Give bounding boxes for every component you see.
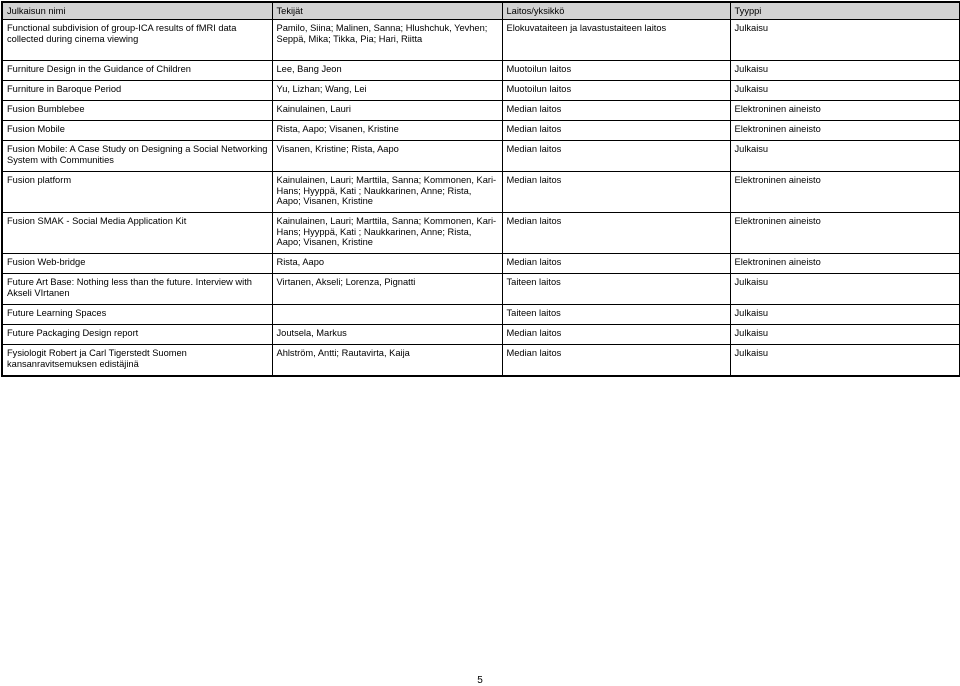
table-row [2, 274, 960, 305]
table-row [2, 172, 960, 213]
publication-type: Julkaisu [730, 345, 960, 376]
publication-department: Median laitos [502, 325, 730, 345]
publication-type: Elektroninen aineisto [730, 101, 960, 121]
publication-department: Median laitos [502, 172, 730, 213]
publication-name: Future Packaging Design report [2, 325, 272, 345]
publication-authors: Kainulainen, Lauri [272, 101, 502, 121]
publication-type: Julkaisu [730, 81, 960, 101]
publication-authors: Joutsela, Markus [272, 325, 502, 345]
table-row [2, 305, 960, 325]
publication-type: Julkaisu [730, 325, 960, 345]
table-row [2, 81, 960, 101]
publication-department: Taiteen laitos [502, 274, 730, 305]
publication-authors: Virtanen, Akseli; Lorenza, Pignatti [272, 274, 502, 305]
table-row [2, 121, 960, 141]
publication-type: Julkaisu [730, 20, 960, 61]
publication-authors: Lee, Bang Jeon [272, 61, 502, 81]
publication-type: Julkaisu [730, 274, 960, 305]
table-row [2, 345, 960, 376]
publication-name: Future Learning Spaces [2, 305, 272, 325]
publication-type: Julkaisu [730, 305, 960, 325]
table-row [2, 325, 960, 345]
publication-name: Furniture in Baroque Period [2, 81, 272, 101]
publication-department: Elokuvataiteen ja lavastustaiteen laitos [502, 20, 730, 61]
publication-department: Median laitos [502, 345, 730, 376]
publication-authors: Rista, Aapo; Visanen, Kristine [272, 121, 502, 141]
publication-name: Fusion platform [2, 172, 272, 213]
publication-department: Muotoilun laitos [502, 61, 730, 81]
table-row [2, 141, 960, 172]
publication-authors [272, 305, 502, 325]
publication-name: Functional subdivision of group-ICA results of fMRI data collected during cinema viewing [2, 20, 272, 61]
publication-type: Elektroninen aineisto [730, 121, 960, 141]
publication-department: Median laitos [502, 141, 730, 172]
publication-department: Median laitos [502, 254, 730, 274]
publication-authors: Pamilo, Siina; Malinen, Sanna; Hlushchuk, Yevhen; Seppä, Mika; Tikka, Pia; Hari, Riitta [272, 20, 502, 61]
page-number: 5 [477, 675, 483, 686]
table-row [2, 20, 960, 61]
publication-authors: Yu, Lizhan; Wang, Lei [272, 81, 502, 101]
publication-type: Julkaisu [730, 141, 960, 172]
publication-authors: Visanen, Kristine; Rista, Aapo [272, 141, 502, 172]
publication-name: Future Art Base: Nothing less than the future. Interview with Akseli VIrtanen [2, 274, 272, 305]
table-row [2, 61, 960, 81]
publication-department: Median laitos [502, 101, 730, 121]
publication-name: Fusion Mobile [2, 121, 272, 141]
publication-type: Elektroninen aineisto [730, 213, 960, 254]
table-row [2, 213, 960, 254]
publication-name: Fusion Bumblebee [2, 101, 272, 121]
publication-type: Elektroninen aineisto [730, 254, 960, 274]
header-type: Tyyppi [730, 2, 960, 20]
publication-department: Median laitos [502, 213, 730, 254]
table-row [2, 254, 960, 274]
publication-name: Furniture Design in the Guidance of Children [2, 61, 272, 81]
publication-authors: Ahlström, Antti; Rautavirta, Kaija [272, 345, 502, 376]
publication-name: Fusion Web-bridge [2, 254, 272, 274]
publication-authors: Rista, Aapo [272, 254, 502, 274]
publication-authors: Kainulainen, Lauri; Marttila, Sanna; Kommonen, Kari-Hans; Hyyppä, Kati ; Naukkarinen, Anne; Rista, Aapo; Visanen, Kristine [272, 213, 502, 254]
table-header-row [2, 2, 960, 20]
publication-department: Median laitos [502, 121, 730, 141]
publication-authors: Kainulainen, Lauri; Marttila, Sanna; Kommonen, Kari-Hans; Hyyppä, Kati ; Naukkarinen, Anne; Rista, Aapo; Visanen, Kristine [272, 172, 502, 213]
publication-department: Muotoilun laitos [502, 81, 730, 101]
publications-table [1, 1, 960, 377]
header-publication-name: Julkaisun nimi [2, 2, 272, 20]
publication-name: Fusion Mobile: A Case Study on Designing a Social Networking System with Communities [2, 141, 272, 172]
publication-type: Elektroninen aineisto [730, 172, 960, 213]
header-authors: Tekijät [272, 2, 502, 20]
publication-department: Taiteen laitos [502, 305, 730, 325]
publication-type: Julkaisu [730, 61, 960, 81]
publication-name: Fysiologit Robert ja Carl Tigerstedt Suomen kansanravitsemuksen edistäjinä [2, 345, 272, 376]
publication-name: Fusion SMAK - Social Media Application Kit [2, 213, 272, 254]
table-row [2, 101, 960, 121]
header-department: Laitos/yksikkö [502, 2, 730, 20]
